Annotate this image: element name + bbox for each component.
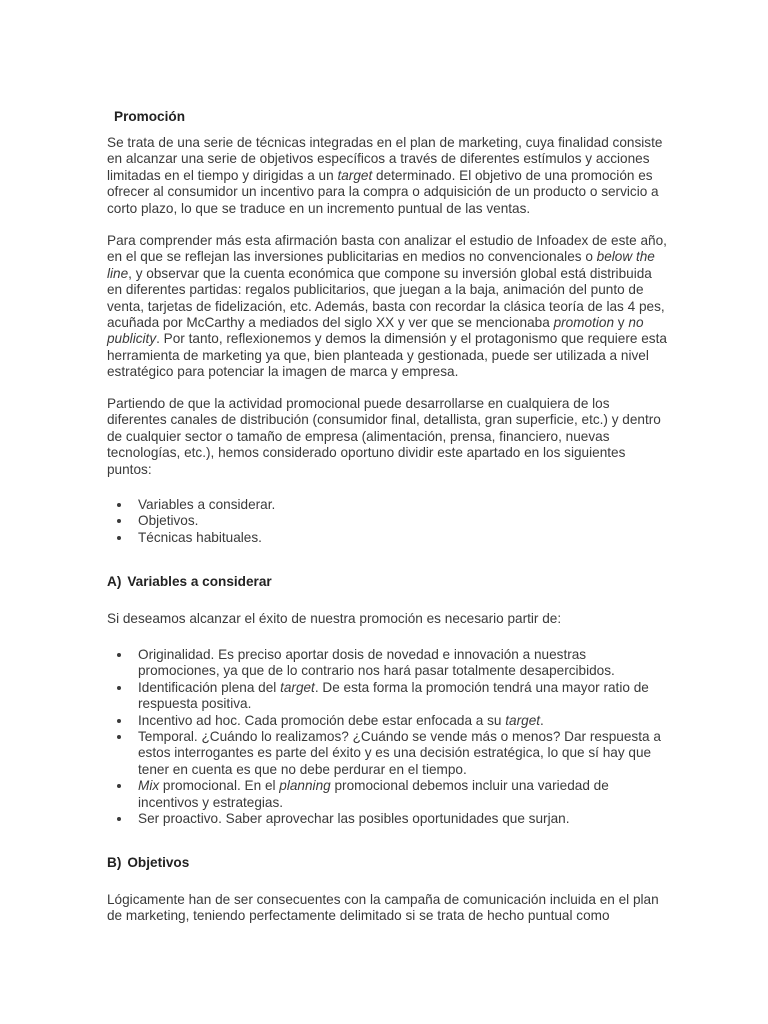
section-a-heading xyxy=(107,574,272,590)
list-item: Originalidad. Es preciso aportar dosis de novedad e innovación a nuestras promociones, ya que de lo contrario nos hará pasar totalmente desapercibidos. xyxy=(107,647,667,680)
list-item: Ser proactivo. Saber aprovechar las posibles oportunidades que surjan. xyxy=(107,811,667,827)
intro-p2-a: Para comprender más esta afirmación basta con analizar el estudio de Infoadex de este año, en el que se reflejan las inversiones publicitarias en medios no convencionales o xyxy=(107,233,667,265)
intro-p1-em: target xyxy=(337,167,373,183)
section-b-heading xyxy=(107,855,189,871)
item-em: planning xyxy=(279,778,331,794)
item-text: . xyxy=(540,712,544,728)
section-a-title: Variables a considerar xyxy=(127,574,272,589)
section-b-lead: Lógicamente han de ser consecuentes con la campaña de comunicación incluida en el plan de marketing, teniendo perfectamente delimitado si se trata de hecho puntual como xyxy=(107,892,659,924)
variables-list xyxy=(107,647,667,827)
intro-p1-text: Se trata de una serie de técnicas integradas en el plan de marketing, cuya finalidad consiste en alcanzar una serie de objetivos específicos a través de diferentes estímulos y acciones limitadas en el tiempo y dirigidas a un xyxy=(107,135,663,183)
list-item xyxy=(107,713,667,729)
intro-p1-end: determinado. El objetivo de una promoción es ofrecer al consumidor un incentivo para la compra o adquisición de un producto o servicio a corto plazo, lo que se traduce en un incremento puntual de las ventas. xyxy=(107,167,659,216)
intro-paragraph-2 xyxy=(107,233,667,381)
intro-p2-em3: no publicity xyxy=(107,315,644,347)
item-text: Identificación plena del xyxy=(138,679,281,695)
intro-p2-b: , y observar que la cuenta económica que compone su inversión global está distribuida en diferentes partidas: regalos publicitarios, que juegan a la baja, animación del punto de venta, tarjetas de fidelización, etc. Además, basta con recordar la clásica teoría de las 4 pes, acuñada por McCarthy a mediados del siglo XX y ver que se mencionaba xyxy=(107,265,665,331)
list-item: Técnicas habituales. xyxy=(107,530,667,546)
list-item xyxy=(107,778,667,811)
section-a-label: A) xyxy=(107,574,122,589)
item-text: promocional. En el xyxy=(159,778,280,794)
list-item: Temporal. ¿Cuándo lo realizamos? ¿Cuándo se vende más o menos? Dar respuesta a estos interrogantes es parte del éxito y es una decisión estratégica, lo que sí hay que tener en cuenta es que no debe perdurar en el tiempo. xyxy=(107,729,667,778)
item-text: . De esta forma la promoción tendrá una mayor ratio de respuesta positiva. xyxy=(138,679,649,712)
item-em: Mix xyxy=(138,778,160,794)
intro-p2-em2: promotion xyxy=(553,315,615,331)
list-item xyxy=(107,680,667,713)
intro-p2-em1: below the line xyxy=(107,249,655,281)
item-em: target xyxy=(505,712,541,728)
points-list xyxy=(107,497,667,546)
list-item: Objetivos. xyxy=(107,513,667,529)
intro-p2-c: y xyxy=(614,315,629,331)
intro-paragraph-3: Partiendo de que la actividad promocional puede desarrollarse en cualquiera de los diferentes canales de distribución (consumidor final, detallista, gran superficie, etc.) y dentro de cualquier sector o tamaño de empresa (alimentación, prensa, financiero, nuevas tecnologías, etc.), hemos considerado oportuno dividir este apartado en los siguientes puntos: xyxy=(107,396,661,477)
item-em: target xyxy=(280,679,315,695)
item-text: promocional debemos incluir una variedad de incentivos y estrategias. xyxy=(138,778,609,810)
section-a-lead: Si deseamos alcanzar el éxito de nuestra promoción es necesario partir de: xyxy=(107,611,562,626)
intro-p2-d: . Por tanto, reflexionemos y demos la dimensión y el protagonismo que requiere esta herramienta de marketing ya que, bien planteada y gestionada, puede ser utilizada a nivel estratégico para potenciar la imagen de marca y empresa. xyxy=(107,331,667,380)
section-b-title: Objetivos xyxy=(127,855,190,870)
item-text: Incentivo ad hoc. Cada promoción debe estar enfocada a su xyxy=(138,712,506,728)
list-item: Variables a considerar. xyxy=(107,497,667,513)
section-b-label: B) xyxy=(107,855,122,870)
page-title: Promoción xyxy=(114,109,185,124)
intro-paragraph-1 xyxy=(107,135,667,217)
